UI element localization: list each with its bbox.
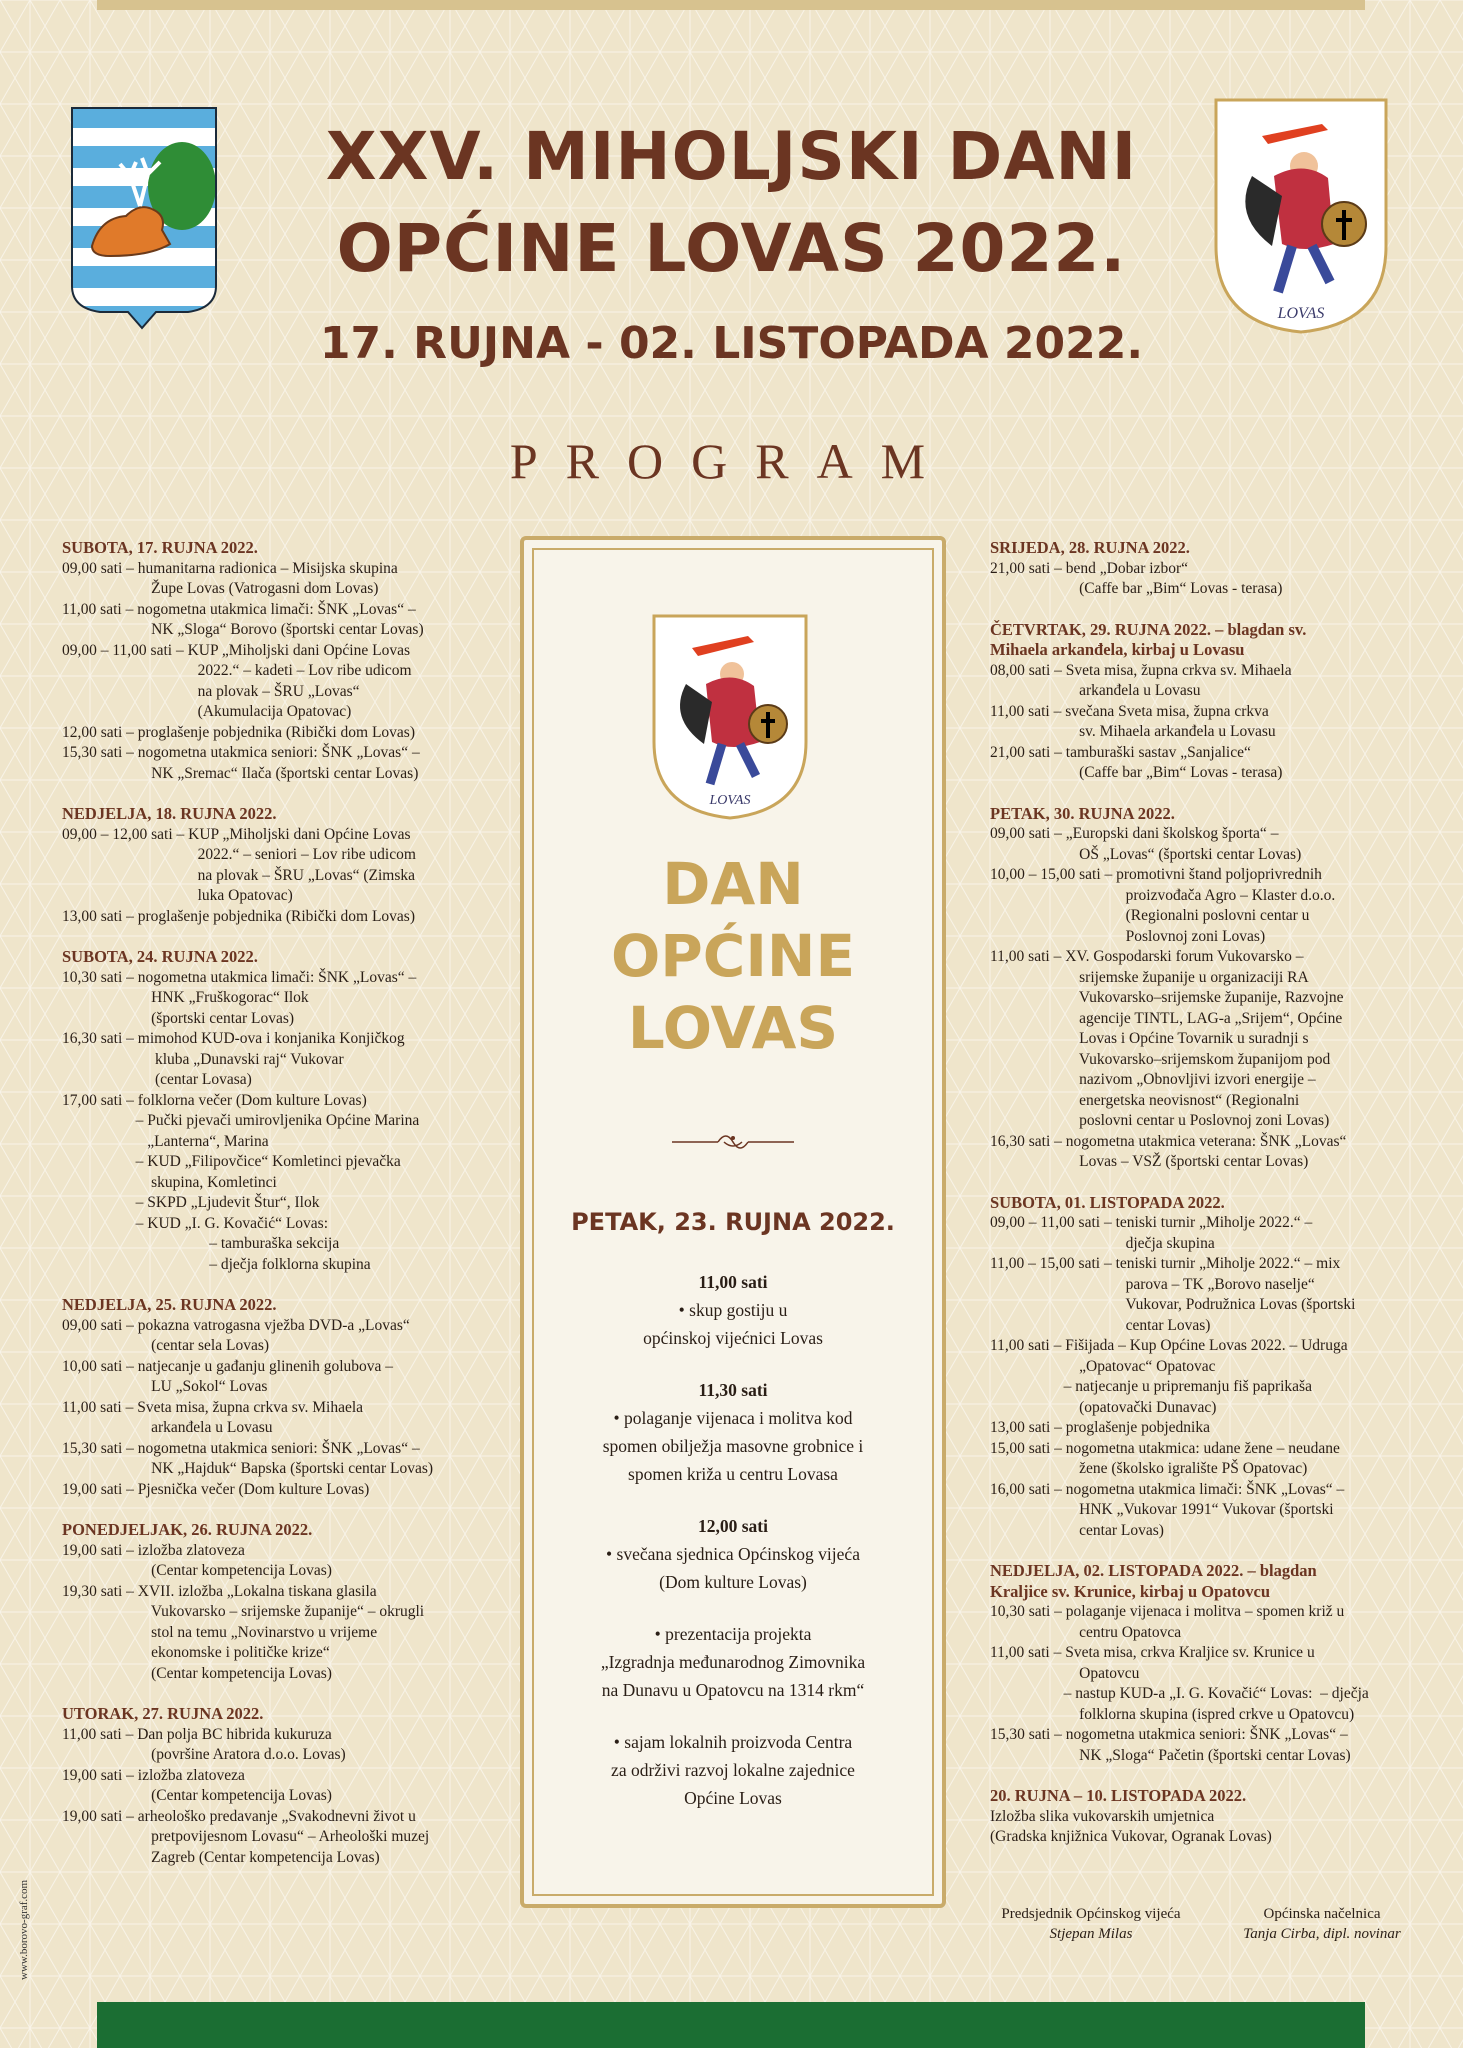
- right-event-line: 11,00 – 15,00 sati – teniski turnir „Miholje 2022.“ – mix: [990, 1255, 1341, 1272]
- left-event-line: – dječja folklorna skupina: [62, 1255, 371, 1273]
- left-day-heading: NEDJELJA, 25. RUJNA 2022.: [62, 1295, 277, 1314]
- left-event-line: 19,00 sati – Pjesnička večer (Dom kulture Lovas): [62, 1480, 370, 1498]
- left-event-line: 17,00 sati – folklorna večer (Dom kulture Lovas): [62, 1091, 367, 1109]
- left-event-line: 13,00 sati – proglašenje pobjednika (Ribički dom Lovas): [62, 907, 415, 925]
- right-day-heading: SUBOTA, 01. LISTOPADA 2022.: [990, 1192, 1225, 1212]
- right-event: [990, 865, 1420, 947]
- left-event-line: (centar sela Lovas): [62, 1337, 270, 1354]
- right-event-line: (Caffe bar „Bim“ Lovas - terasa): [990, 580, 1283, 597]
- right-event: [990, 1643, 1420, 1725]
- left-event-line: arkanđela u Lovasu: [62, 1419, 273, 1436]
- center-crest-icon: [650, 612, 810, 822]
- right-event: [990, 559, 1420, 600]
- right-event-line: 11,00 sati – Fišijada – Kup Općine Lovas 2022. – Udruga: [990, 1337, 1348, 1354]
- left-event: [62, 1766, 502, 1807]
- center-program-line: općinskoj vijećnici Lovas: [643, 1328, 823, 1348]
- center-program-block: [524, 1728, 942, 1812]
- left-event: [62, 1029, 502, 1091]
- vertical-credit: www.borovo-graf.com: [18, 1879, 30, 1980]
- signature-left: [986, 1904, 1196, 1944]
- left-event: [62, 1398, 502, 1439]
- left-event-line: Vukovarsko – srijemske županije“ – okrugli: [62, 1603, 425, 1620]
- center-program-block: [524, 1376, 942, 1488]
- right-event: [990, 1336, 1420, 1418]
- right-event-line: NK „Sloga“ Pačetin (športski centar Lovas): [990, 1746, 1351, 1764]
- right-event-line: centar Lovas): [990, 1316, 1211, 1334]
- left-event-line: 2022.“ – kadeti – Lov ribe udicom: [62, 662, 412, 679]
- right-event: [990, 1807, 1420, 1848]
- right-event-line: poslovni centar u Poslovnoj zoni Lovas): [990, 1112, 1330, 1129]
- center-panel: [520, 536, 946, 1908]
- left-event-line: 11,00 sati – Dan polja BC hibrida kukuruza: [62, 1725, 332, 1743]
- right-event-line: „Opatovac“ Opatovac: [990, 1357, 1216, 1375]
- right-event: [990, 661, 1420, 702]
- signature-left-name: Stjepan Milas: [1049, 1926, 1133, 1942]
- right-event-line: srijemske županije u organizaciji RA: [990, 968, 1309, 986]
- center-program-line: • polaganje vijenaca i molitva kod: [613, 1408, 853, 1428]
- right-event-line: 15,30 sati – nogometna utakmica seniori: ŠNK „Lovas“ –: [990, 1726, 1348, 1743]
- center-program-time: 11,30 sati: [698, 1380, 768, 1400]
- left-event-line: 15,30 sati – nogometna utakmica seniori: ŠNK „Lovas“ –: [62, 744, 420, 761]
- signature-left-role: Predsjednik Općinskog vijeća: [1001, 1906, 1181, 1922]
- left-event-line: 16,30 sati – mimohod KUD-ova i konjanika Konjičkog: [62, 1030, 405, 1047]
- right-event: [990, 824, 1420, 865]
- center-program-line: na Dunavu u Opatovcu na 1314 rkm“: [601, 1680, 865, 1700]
- center-day: PETAK, 23. RUJNA 2022.: [571, 1208, 895, 1236]
- right-event-line: dječja skupina: [990, 1234, 1215, 1252]
- left-event: [62, 1807, 502, 1869]
- left-event: [62, 907, 502, 928]
- left-event: [62, 641, 502, 723]
- right-event-line: 08,00 sati – Sveta misa, župna crkva sv. Mihaela: [990, 661, 1292, 679]
- left-event-line: – KUD „Filipovčice“ Komletinci pjevačka: [62, 1153, 401, 1170]
- left-event-line: (Centar kompetencija Lovas): [62, 1562, 332, 1579]
- right-event-line: proizvođača Agro – Klaster d.o.o.: [990, 886, 1336, 904]
- left-event-line: 12,00 sati – proglašenje pobjednika (Ribički dom Lovas): [62, 723, 415, 741]
- left-event-line: 19,30 sati – XVII. izložba „Lokalna tiskana glasila: [62, 1582, 377, 1600]
- right-event-line: 21,00 sati – bend „Dobar izbor“: [990, 559, 1188, 577]
- right-event-line: 21,00 sati – tamburaški sastav „Sanjalice“: [990, 743, 1251, 761]
- program-heading: PROGRAM: [509, 433, 954, 489]
- left-event-line: Zagreb (Centar kompetencija Lovas): [62, 1848, 380, 1866]
- signature-right: [1222, 1904, 1422, 1944]
- right-event-line: 15,00 sati – nogometna utakmica: udane žene – neudane: [990, 1439, 1340, 1457]
- left-event-line: stol na temu „Novinarstvo u vrijeme: [62, 1623, 378, 1641]
- left-event-line: – KUD „I. G. Kovačić“ Lovas:: [62, 1214, 329, 1232]
- right-event: [990, 947, 1420, 1132]
- right-event-line: (opatovački Dunavac): [990, 1398, 1217, 1416]
- center-program-block: [524, 1620, 942, 1704]
- center-program-line: spomen križa u centru Lovasa: [628, 1464, 838, 1484]
- right-event-line: – nastup KUD-a „I. G. Kovačić“ Lovas: – dječja: [990, 1685, 1369, 1702]
- left-event-line: „Lanterna“, Marina: [62, 1132, 269, 1150]
- right-event-line: Vukovarsko–srijemske županije, Razvojne: [990, 989, 1344, 1006]
- right-event-line: folklorna skupina (ispred crkve u Opatovcu): [990, 1705, 1355, 1723]
- left-day-heading: NEDJELJA, 18. RUJNA 2022.: [62, 804, 277, 823]
- right-event-line: 11,00 sati – svečana Sveta misa, župna crkva: [990, 702, 1269, 720]
- left-event-line: pretpovijesnom Lovasu“ – Arheološki muzej: [62, 1828, 430, 1845]
- left-event-line: 10,30 sati – nogometna utakmica limači: ŠNK „Lovas“ –: [62, 968, 417, 986]
- right-event-line: parova – TK „Borovo naselje“: [990, 1275, 1315, 1293]
- left-event: [62, 743, 502, 784]
- right-event-line: centru Opatovca: [990, 1623, 1182, 1641]
- signature-right-role: Općinska načelnica: [1263, 1906, 1381, 1922]
- left-day-heading: UTORAK, 27. RUJNA 2022.: [62, 1704, 264, 1723]
- right-event-line: OŠ „Lovas“ (športski centar Lovas): [990, 845, 1302, 863]
- right-event-line: 11,00 sati – Sveta misa, crkva Kraljice sv. Krunice u: [990, 1644, 1315, 1661]
- center-program-time: 11,00 sati: [698, 1272, 768, 1292]
- left-event: [62, 1541, 502, 1582]
- left-event-line: NK „Sremac“ Ilača (športski centar Lovas): [62, 764, 419, 782]
- left-event-line: 10,00 sati – natjecanje u gađanju glinenih golubova –: [62, 1357, 394, 1375]
- right-event-line: 16,00 sati – nogometna utakmica limači: ŠNK „Lovas“ –: [990, 1480, 1345, 1498]
- left-day-heading: SUBOTA, 24. RUJNA 2022.: [62, 947, 258, 966]
- left-event: [62, 600, 502, 641]
- ornament-divider-icon: [668, 1128, 798, 1156]
- left-event: [62, 968, 502, 1030]
- right-event-line: agencije TINTL, LAG-a „Srijem“, Općine: [990, 1009, 1343, 1027]
- left-event-line: 11,00 sati – Sveta misa, župna crkva sv. Mihaela: [62, 1398, 364, 1416]
- left-event: [62, 723, 502, 744]
- right-event: [990, 1602, 1420, 1643]
- right-event-line: žene (školsko igralište PŠ Opatovac): [990, 1460, 1308, 1477]
- center-program-line: • svečana sjednica Općinskog vijeća: [606, 1544, 860, 1564]
- date-range: 17. RUJNA - 02. LISTOPADA 2022.: [319, 318, 1144, 369]
- left-day-heading: PONEDJELJAK, 26. RUJNA 2022.: [62, 1520, 313, 1539]
- left-event: [62, 1091, 502, 1276]
- right-event-line: Vukovarsko–srijemskom županijom pod: [990, 1050, 1331, 1068]
- left-event: [62, 1480, 502, 1501]
- right-event-line: 09,00 – 11,00 sati – teniski turnir „Miholje 2022.“ –: [990, 1214, 1313, 1231]
- left-event-line: LU „Sokol“ Lovas: [62, 1378, 268, 1395]
- dan-line1: DAN: [662, 850, 804, 918]
- left-event-line: 11,00 sati – nogometna utakmica limači: ŠNK „Lovas“ –: [62, 600, 416, 618]
- right-event-line: nazivom „Obnovljivi izvori energije –: [990, 1071, 1316, 1088]
- left-event-line: NK „Hajduk“ Bapska (športski centar Lovas): [62, 1460, 434, 1477]
- left-event-line: HNK „Fruškogorac“ Ilok: [62, 989, 309, 1006]
- right-event-line: (Gradska knjižnica Vukovar, Ogranak Lovas): [990, 1828, 1272, 1845]
- right-event: [990, 1132, 1420, 1173]
- right-event: [990, 1254, 1420, 1336]
- center-program-block: [524, 1268, 942, 1352]
- title-line2: OPĆINE LOVAS 2022.: [336, 210, 1127, 287]
- left-event-line: 09,00 sati – humanitarna radionica – Misijska skupina: [62, 559, 398, 577]
- right-day-heading: ČETVRTAK, 29. RUJNA 2022. – blagdan sv. Mihaela arkanđela, kirbaj u Lovasu: [990, 619, 1307, 659]
- center-program-block: [524, 1512, 942, 1596]
- center-program-line: „Izgradnja međunarodnog Zimovnika: [600, 1652, 866, 1672]
- right-event-line: centar Lovas): [990, 1521, 1164, 1539]
- left-event-line: skupina, Komletinci: [62, 1173, 277, 1191]
- right-event-line: (Caffe bar „Bim“ Lovas - terasa): [990, 764, 1283, 781]
- left-event: [62, 1316, 502, 1357]
- left-event-line: – Pučki pjevači umirovljenika Općine Marina: [62, 1112, 420, 1129]
- center-program-line: spomen obilježja masovne grobnice i: [602, 1436, 864, 1456]
- right-event-line: arkanđela u Lovasu: [990, 682, 1201, 699]
- center-program-line: Općine Lovas: [684, 1788, 782, 1808]
- signature-right-name: Tanja Cirba, dipl. novinar: [1243, 1926, 1401, 1942]
- right-event: [990, 1439, 1420, 1480]
- center-program: [524, 1268, 942, 1836]
- left-event-line: – SKPD „Ljudevit Štur“, Ilok: [62, 1194, 320, 1211]
- crest-right-text: LOVAS: [1277, 305, 1325, 322]
- left-event-line: (Centar kompetencija Lovas): [62, 1787, 332, 1804]
- left-event-line: 09,00 sati – pokazna vatrogasna vježba DVD-a „Lovas“: [62, 1316, 410, 1334]
- left-event-line: (centar Lovasa): [62, 1071, 252, 1088]
- right-event-line: 11,00 sati – XV. Gospodarski forum Vukovarsko –: [990, 948, 1304, 965]
- right-event-line: Vukovar, Podružnica Lovas (športski: [990, 1296, 1356, 1313]
- left-event-line: na plovak – ŠRU „Lovas“: [62, 682, 360, 700]
- title-line1: XXV. MIHOLJSKI DANI: [325, 118, 1138, 195]
- right-event: [990, 1725, 1420, 1766]
- left-event: [62, 1725, 502, 1766]
- left-event-line: 19,00 sati – arheološko predavanje „Svakodnevni život u: [62, 1807, 416, 1825]
- right-event: [990, 1480, 1420, 1542]
- center-crest-text: LOVAS: [709, 793, 751, 808]
- center-program-line: (Dom kulture Lovas): [659, 1572, 807, 1592]
- dan-line3: LOVAS: [627, 994, 839, 1062]
- left-schedule-column: [62, 538, 502, 1868]
- right-event-line: HNK „Vukovar 1991“ Vukovar (športski: [990, 1501, 1334, 1518]
- left-event: [62, 1582, 502, 1685]
- right-event: [990, 1418, 1420, 1439]
- right-event-line: Opatovcu: [990, 1664, 1140, 1682]
- right-event-line: Lovas i Općine Tovarnik u suradnji s: [990, 1030, 1309, 1047]
- left-event-line: 2022.“ – seniori – Lov ribe udicom: [62, 846, 416, 863]
- right-event: [990, 1213, 1420, 1254]
- right-event: [990, 702, 1420, 743]
- right-event: [990, 743, 1420, 784]
- center-program-line: • sajam lokalnih proizvoda Centra: [613, 1732, 853, 1752]
- left-event-line: NK „Sloga“ Borovo (športski centar Lovas): [62, 621, 424, 638]
- left-event-line: Župe Lovas (Vatrogasni dom Lovas): [62, 580, 379, 597]
- left-event-line: – tamburaška sekcija: [62, 1235, 340, 1252]
- right-day-heading: 20. RUJNA – 10. LISTOPADA 2022.: [990, 1786, 1247, 1805]
- right-event-line: 16,30 sati – nogometna utakmica veterana: ŠNK „Lovas“: [990, 1132, 1347, 1150]
- right-event-line: 09,00 sati – „Europski dani školskog športa“ –: [990, 825, 1279, 842]
- center-program-time: 12,00 sati: [698, 1516, 768, 1536]
- left-event-line: (površine Aratora d.o.o. Lovas): [62, 1746, 346, 1763]
- left-event: [62, 559, 502, 600]
- top-gold-bar: [97, 0, 1365, 10]
- left-event-line: 19,00 sati – izložba zlatoveza: [62, 1541, 245, 1559]
- right-event-line: Poslovnoj zoni Lovas): [990, 927, 1266, 945]
- left-event-line: (športski centar Lovas): [62, 1009, 295, 1027]
- center-program-line: • skup gostiju u: [678, 1300, 788, 1320]
- right-event-line: 10,00 – 15,00 sati – promotivni štand poljoprivrednih: [990, 866, 1322, 883]
- right-event-line: (Regionalni poslovni centar u: [990, 907, 1310, 924]
- right-event-line: Lovas – VSŽ (športski centar Lovas): [990, 1153, 1309, 1170]
- left-event: [62, 1357, 502, 1398]
- left-event-line: (Akumulacija Opatovac): [62, 703, 352, 720]
- left-day-heading: SUBOTA, 17. RUJNA 2022.: [62, 538, 258, 557]
- center-program-line: za održivi razvoj lokalne zajednice: [611, 1760, 855, 1780]
- right-event-line: sv. Mihaela arkanđela u Lovasu: [990, 723, 1276, 740]
- left-event: [62, 1439, 502, 1480]
- left-event-line: na plovak – ŠRU „Lovas“ (Zimska: [62, 866, 416, 884]
- right-event-line: energetska neovisnost“ (Regionalni: [990, 1091, 1300, 1109]
- left-event: [62, 825, 502, 907]
- right-event-line: – natjecanje u pripremanju fiš paprikaša: [990, 1378, 1312, 1395]
- left-event-line: luka Opatovac): [62, 887, 293, 904]
- right-event-line: 10,30 sati – polaganje vijenaca i molitva – spomen križ u: [990, 1603, 1345, 1620]
- left-event-line: 15,30 sati – nogometna utakmica seniori: ŠNK „Lovas“ –: [62, 1439, 420, 1457]
- right-day-heading: NEDJELJA, 02. LISTOPADA 2022. – blagdan Kraljice sv. Krunice, kirbaj u Opatovcu: [990, 1561, 1317, 1601]
- left-event-line: kluba „Dunavski raj“ Vukovar: [62, 1050, 344, 1068]
- right-day-heading: SRIJEDA, 28. RUJNA 2022.: [990, 538, 1190, 557]
- right-event-line: Izložba slika vukovarskih umjetnica: [990, 1807, 1215, 1825]
- left-event-line: ekonomske i političke krize“: [62, 1644, 330, 1661]
- left-event-line: 09,00 – 11,00 sati – KUP „Miholjski dani Općine Lovas: [62, 641, 411, 659]
- right-event-line: 13,00 sati – proglašenje pobjednika: [990, 1419, 1210, 1436]
- right-day-heading: PETAK, 30. RUJNA 2022.: [990, 803, 1175, 823]
- left-event-line: 09,00 – 12,00 sati – KUP „Miholjski dani Općine Lovas: [62, 825, 411, 843]
- left-event-line: (Centar kompetencija Lovas): [62, 1664, 332, 1682]
- dan-line2: OPĆINE: [610, 922, 856, 990]
- left-event-line: 19,00 sati – izložba zlatoveza: [62, 1766, 245, 1784]
- center-program-line: • prezentacija projekta: [654, 1624, 812, 1644]
- bottom-green-bar: [97, 2002, 1365, 2048]
- right-schedule-column: [990, 538, 1420, 1848]
